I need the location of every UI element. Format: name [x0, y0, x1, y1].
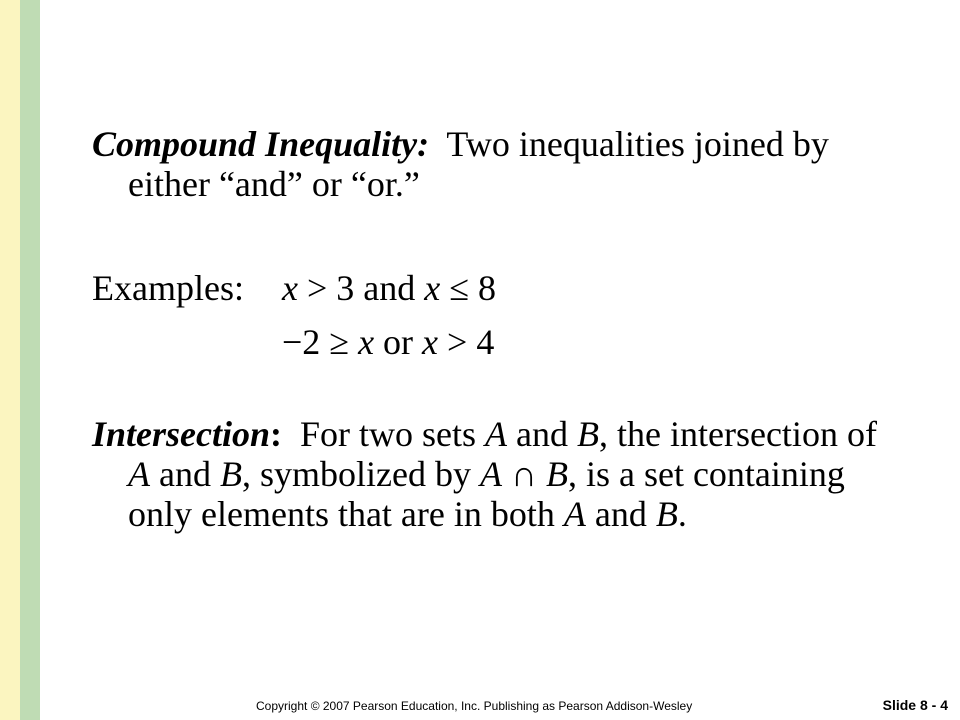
copyright-text: Copyright © 2007 Pearson Education, Inc. Publishing as Pearson Addison-Wesley [256, 699, 693, 713]
left-stripe-green [20, 0, 40, 720]
example-1: x > 3 and x ≤ 8 [282, 268, 497, 308]
left-stripe-yellow [0, 0, 20, 720]
compound-inequality-definition [92, 124, 922, 204]
compound-inequality-term: Compound Inequality: [92, 124, 430, 164]
slide-number: Slide 8 - 4 [882, 697, 948, 713]
example-row-2 [92, 322, 922, 376]
examples-label: Examples: [92, 268, 244, 308]
example-row-1 [92, 268, 922, 322]
intersection-line2: A and B, symbolized by A ∩ B, is a set containing [128, 454, 845, 494]
intersection-term: Intersection [92, 414, 271, 454]
examples-block [92, 268, 922, 376]
example-2: −2 ≥ x or x > 4 [282, 322, 495, 362]
compound-definition-line2: either “and” or “or.” [128, 164, 420, 204]
slide-footer [0, 697, 960, 717]
compound-definition-line1: Two inequalities joined by [446, 124, 829, 164]
intersection-line3: only elements that are in both A and B. [128, 494, 687, 534]
intersection-line1: Intersection: For two sets A and B, the intersection of [92, 414, 877, 454]
intersection-definition [92, 414, 922, 534]
